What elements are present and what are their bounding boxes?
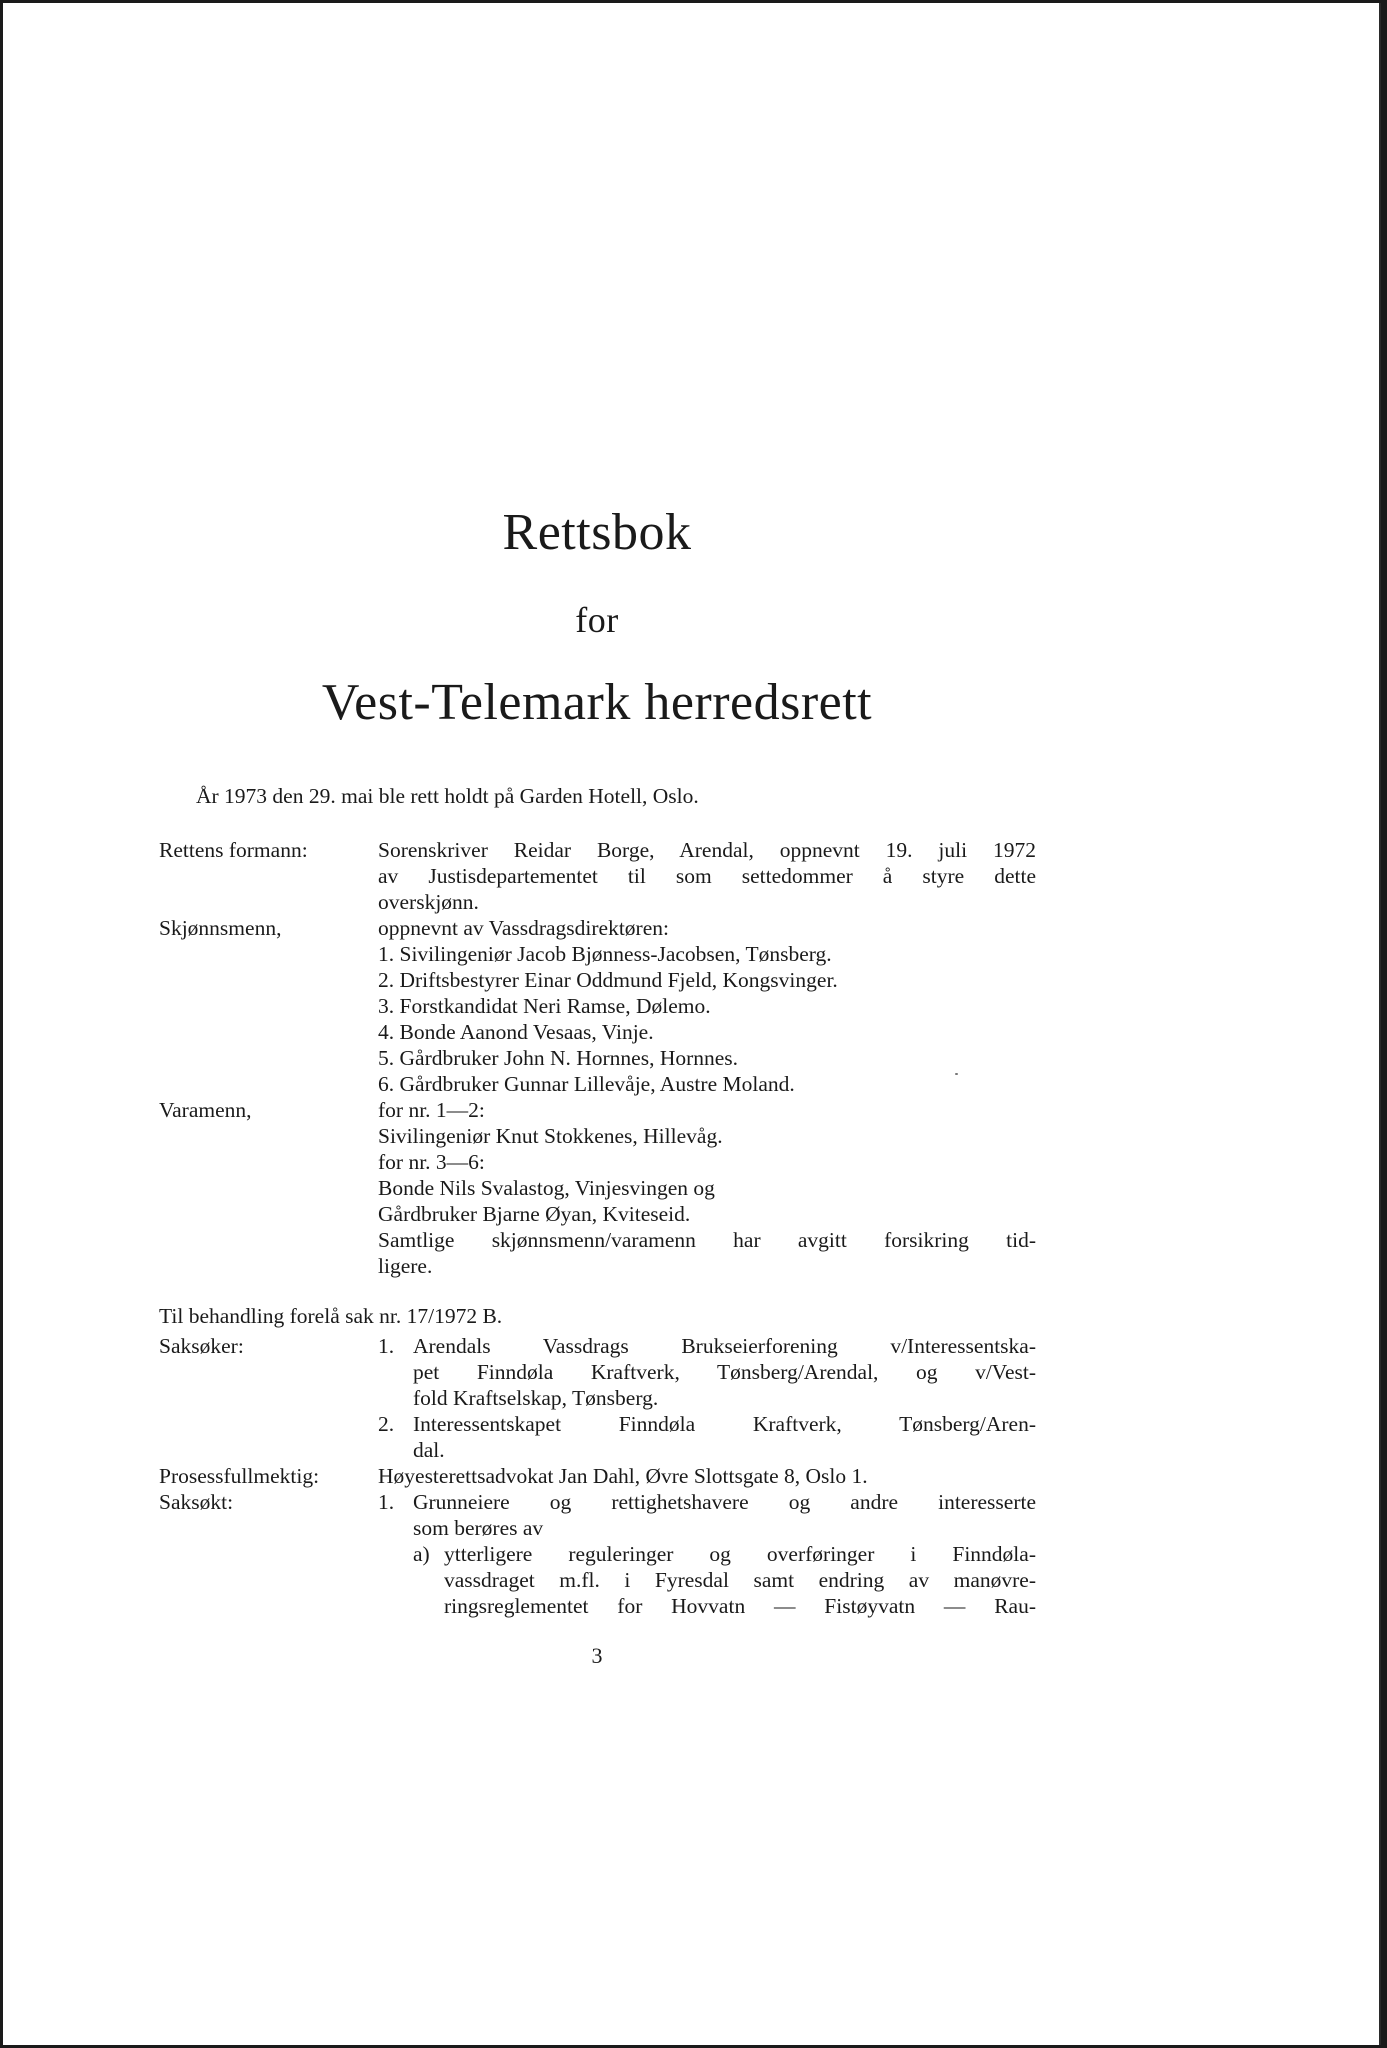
document-title: Rettsbok xyxy=(502,504,692,561)
skjonnsmenn-label: Skjønnsmenn, xyxy=(159,916,282,940)
varamenn-line: for nr. 3—6: xyxy=(378,1150,485,1174)
skjonnsmann-item: 4. Bonde Aanond Vesaas, Vinje. xyxy=(378,1020,654,1044)
formann-line: av Justisdepartementet til som settedommer å styre dette xyxy=(378,864,1036,888)
skjonnsmann-item: 3. Forstkandidat Neri Ramse, Dølemo. xyxy=(378,994,711,1018)
prosess-text: Høyesterettsadvokat Jan Dahl, Øvre Slottsgate 8, Oslo 1. xyxy=(378,1464,868,1488)
saksokt-label: Saksøkt: xyxy=(159,1490,234,1514)
varamenn-label: Varamenn, xyxy=(159,1098,252,1122)
saksokt-sub-line: ytterligere reguleringer og overføringer i Finndøla- xyxy=(444,1542,1036,1566)
saksokt-line: Grunneiere og rettighetshavere og andre interesserte xyxy=(413,1490,1036,1514)
saksokt-sub-number: a) xyxy=(413,1542,430,1566)
skjonnsmann-item: 2. Driftsbestyrer Einar Oddmund Fjeld, Kongsvinger. xyxy=(378,968,838,992)
document-page xyxy=(3,3,1381,2045)
saksokt-line: som berøres av xyxy=(413,1516,544,1540)
varamenn-line: Samtlige skjønnsmenn/varamenn har avgitt forsikring tid- xyxy=(378,1228,1036,1252)
skjonnsmann-item: 1. Sivilingeniør Jacob Bjønness-Jacobsen, Tønsberg. xyxy=(378,942,832,966)
page-number: 3 xyxy=(591,1643,603,1668)
saksoker-label: Saksøker: xyxy=(159,1334,244,1358)
skjonnsmann-item: 5. Gårdbruker John N. Hornnes, Hornnes. xyxy=(378,1046,739,1070)
formann-label: Rettens formann: xyxy=(159,838,308,862)
title-for: for xyxy=(575,600,619,640)
varamenn-line: Bonde Nils Svalastog, Vinjesvingen og xyxy=(378,1176,715,1200)
case-line: Til behandling forelå sak nr. 17/1972 B. xyxy=(159,1304,503,1328)
varamenn-line: ligere. xyxy=(378,1254,433,1278)
varamenn-line: for nr. 1—2: xyxy=(378,1098,485,1122)
saksoker-line: pet Finndøla Kraftverk, Tønsberg/Arendal, og v/Vest- xyxy=(413,1360,1036,1384)
intro-line: År 1973 den 29. mai ble rett holdt på Garden Hotell, Oslo. xyxy=(196,784,699,808)
saksoker-line: dal. xyxy=(413,1438,445,1462)
saksokt-sub-line: ringsreglementet for Hovvatn — Fistøyvatn — Rau- xyxy=(444,1594,1036,1618)
saksokt-item-number: 1. xyxy=(378,1490,395,1514)
formann-line: overskjønn. xyxy=(378,890,479,914)
scan-speck xyxy=(955,1073,958,1075)
court-name: Vest-Telemark herredsrett xyxy=(321,674,873,731)
saksoker-line: fold Kraftselskap, Tønsberg. xyxy=(413,1386,659,1410)
skjonnsmann-item: 6. Gårdbruker Gunnar Lillevåje, Austre Moland. xyxy=(378,1072,795,1096)
saksokt-sub-line: vassdraget m.fl. i Fyresdal samt endring av manøvre- xyxy=(444,1568,1036,1592)
varamenn-line: Gårdbruker Bjarne Øyan, Kviteseid. xyxy=(378,1202,691,1226)
saksoker-item-number: 1. xyxy=(378,1334,395,1358)
saksoker-line: Arendals Vassdrags Brukseierforening v/Interessentska- xyxy=(413,1334,1036,1358)
saksoker-item-number: 2. xyxy=(378,1412,395,1436)
formann-line: Sorenskriver Reidar Borge, Arendal, oppnevnt 19. juli 1972 xyxy=(378,838,1036,862)
varamenn-line: Sivilingeniør Knut Stokkenes, Hillevåg. xyxy=(378,1124,723,1148)
skjonnsmenn-intro: oppnevnt av Vassdragsdirektøren: xyxy=(378,916,669,940)
prosess-label: Prosessfullmektig: xyxy=(159,1464,320,1488)
saksoker-line: Interessentskapet Finndøla Kraftverk, Tønsberg/Aren- xyxy=(413,1412,1036,1436)
